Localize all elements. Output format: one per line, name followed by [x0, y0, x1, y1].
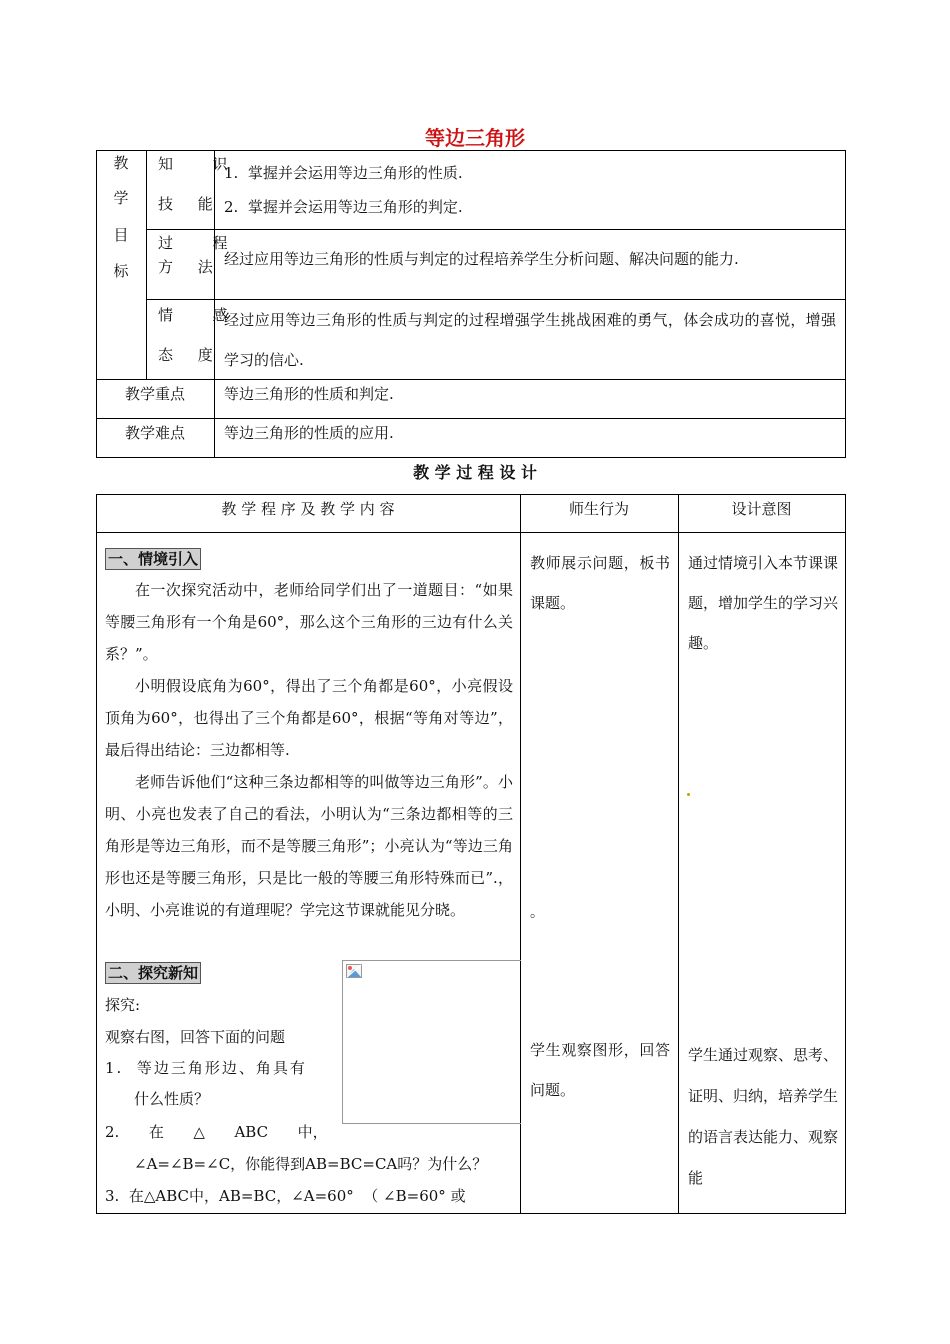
process-label: 过 程 [158, 234, 238, 252]
column-header-action: 师生行为 [568, 500, 629, 518]
emotion-label: 情 感 [158, 306, 238, 324]
section-heading-explore: 二、探究新知 [105, 962, 201, 984]
knowledge-label: 知 识 [158, 155, 238, 173]
column-header-content: 教 学 程 序 及 教 学 内 容 [221, 500, 395, 518]
question-1-cont: 什么性质？ [134, 1090, 210, 1108]
objectives-label-char: 目 [113, 226, 129, 244]
explore-label: 探究: [105, 996, 141, 1014]
emotion-label-2: 态 度 [158, 346, 223, 364]
objectives-label-char: 学 [113, 189, 129, 207]
difficulty-text: 等边三角形的性质的应用. [224, 424, 394, 442]
figure-placeholder [342, 960, 521, 1124]
knowledge-item: 1. 掌握并会运用等边三角形的性质. [224, 164, 463, 182]
process-design-heading: 教 学 过 程 设 计 [413, 463, 537, 482]
knowledge-label-2: 技 能 [158, 195, 223, 213]
section-heading-intro: 一、情境引入 [105, 548, 201, 570]
question-3: 3. 在△ABC中，AB=BC，∠A=60° （ ∠B=60° 或 [105, 1187, 466, 1205]
process-label-2: 方 法 [158, 258, 223, 276]
objectives-label-char: 教 [113, 154, 129, 172]
difficulty-label: 教学难点 [124, 424, 185, 442]
key-point-text: 等边三角形的性质和判定. [224, 385, 394, 403]
process-text: 经过应用等边三角形的性质与判定的过程培养学生分析问题、解决问题的能力. [224, 250, 739, 268]
objectives-label-char: 标 [113, 262, 129, 280]
question-1: 1. 等边三角形边、角具有 [105, 1059, 307, 1077]
observe-text: 观察右图，回答下面的问题 [105, 1028, 286, 1046]
column-header-intent: 设计意图 [731, 500, 792, 518]
page-title: 等边三角形 [425, 126, 525, 150]
intro-paragraph: 老师告诉他们“这种三条边都相等的叫做等边三角形”。小明、小亮也发表了自己的看法，小明认为“三条边都相等的三角形是等边三角形，而不是等腰三角形”；小亮认为“等边三角形也还是等腰三角形，只是比一般的等腰三角形特殊而已”.， 小明、小亮谁说的有道理呢？学完这节课就能见分晓。 [105, 773, 513, 919]
intro-paragraph: 小明假设底角为60°，得出了三个角都是60°，小亮假设顶角为60°，也得出了三个角都是60°，根据“等角对等边”，最后得出结论：三边都相等. [105, 677, 513, 759]
broken-image-icon [346, 964, 362, 978]
design-intent-intro: 通过情境引入本节课课题，增加学生的学习兴趣。 [688, 554, 839, 652]
teacher-action-explore: 学生观察图形，回答问题。 [530, 1041, 670, 1099]
emotion-text: 经过应用等边三角形的性质与判定的过程增强学生挑战困难的勇气，体会成功的喜悦，增强学习的信心. [224, 311, 836, 369]
question-2-cont: ∠A=∠B=∠C，你能得到AB=BC=CA吗？为什么？ [134, 1155, 488, 1173]
teacher-action-intro: 教师展示问题，板书课题。 [530, 554, 670, 612]
design-intent-explore: 学生通过观察、思考、证明、归纳，培养学生的语言表达能力、观察能 [688, 1046, 839, 1187]
intro-paragraph: 在一次探究活动中，老师给同学们出了一道题目：“如果等腰三角形有一个角是60°，那么这个三角形的三边有什么关系？”。 [105, 581, 513, 663]
knowledge-item: 2. 掌握并会运用等边三角形的判定. [224, 198, 463, 216]
question-2: 2. 在 △ ABC 中， [105, 1123, 328, 1141]
stray-dot [687, 793, 690, 796]
key-point-label: 教学重点 [124, 385, 185, 403]
stray-mark: 。 [530, 905, 544, 921]
